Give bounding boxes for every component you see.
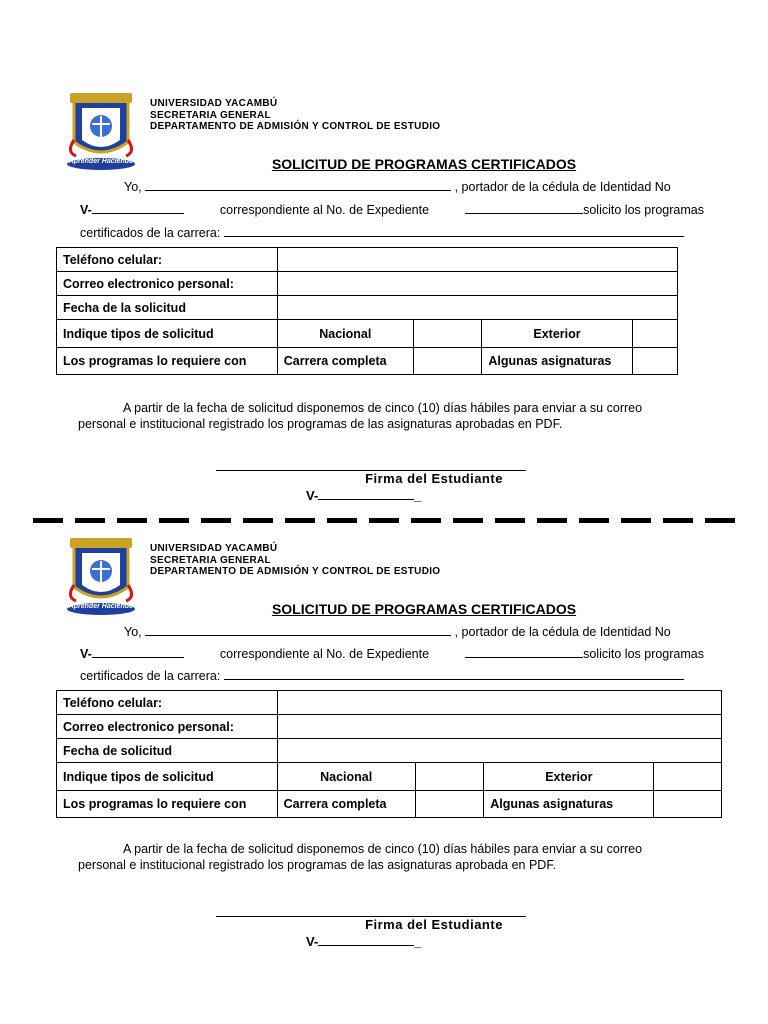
carrera-completa-label: Carrera completa <box>277 791 415 818</box>
expediente-label: correspondiente al No. de Expediente <box>219 203 430 217</box>
notice-paragraph: A partir de la fecha de solicitud disponemos de cinco (10) días hábiles para enviar a su correo personal e institucional registrado los programas de las asignaturas aprobadas en PDF. <box>78 401 643 431</box>
table-row <box>57 296 678 320</box>
table-row <box>57 739 722 763</box>
carrera-completa-checkbox[interactable] <box>415 791 484 818</box>
expediente-label: correspondiente al No. de Expediente <box>219 647 430 661</box>
carrera-field[interactable] <box>224 226 684 237</box>
signature-label: Firma del Estudiante <box>365 917 503 932</box>
algunas-asignaturas-label: Algunas asignaturas <box>482 348 632 375</box>
carrera-field[interactable] <box>224 669 684 680</box>
row-label: Fecha de solicitud <box>57 739 278 763</box>
carrera-label: certificados de la carrera: <box>80 669 221 683</box>
row-label: Correo electronico personal: <box>57 272 278 296</box>
carrera-label: certificados de la carrera: <box>80 226 221 240</box>
yo-label: Yo, <box>124 180 142 194</box>
table-row <box>57 715 722 739</box>
row-label: Los programas lo requiere con <box>57 348 278 375</box>
algunas-asignaturas-checkbox[interactable] <box>654 791 722 818</box>
table-row <box>57 348 678 375</box>
identity-label: , portador de la cédula de Identidad No <box>454 180 671 194</box>
v-prefix: V- <box>306 934 319 949</box>
cut-line-divider <box>33 518 745 523</box>
phone-input-cell[interactable] <box>277 248 677 272</box>
line-carrera <box>80 669 684 683</box>
exterior-checkbox[interactable] <box>654 763 722 791</box>
nacional-checkbox[interactable] <box>413 320 482 348</box>
org-secretaria: SECRETARIA GENERAL <box>150 554 271 566</box>
exterior-label: Exterior <box>484 763 654 791</box>
v-prefix: V- <box>80 647 92 661</box>
org-departamento: DEPARTAMENTO DE ADMISIÓN Y CONTROL DE ESTUDIO <box>150 121 441 132</box>
nacional-checkbox[interactable] <box>415 763 484 791</box>
table-row <box>57 272 678 296</box>
expediente-field[interactable] <box>465 203 583 214</box>
table-row <box>57 248 678 272</box>
logo-motto: "Aprender Haciendo" <box>65 603 137 610</box>
line-yo <box>124 180 671 194</box>
solicito-label: solicito los programas <box>583 647 704 661</box>
exterior-label: Exterior <box>482 320 632 348</box>
logo-motto: "Aprender Haciendo" <box>65 158 137 165</box>
row-label: Teléfono celular: <box>57 691 278 715</box>
org-departamento: DEPARTAMENTO DE ADMISIÓN Y CONTROL DE ESTUDIO <box>150 566 441 577</box>
table-row <box>57 763 722 791</box>
org-university: UNIVERSIDAD YACAMBÚ <box>150 98 278 109</box>
row-label: Fecha de la solicitud <box>57 296 278 320</box>
v-prefix: V- <box>306 488 319 503</box>
date-input-cell[interactable] <box>277 296 677 320</box>
notice-paragraph: A partir de la fecha de solicitud disponemos de cinco (10) días hábiles para enviar a su correo personal e institucional registrado los programas de las asignaturas aprobada en PDF. <box>78 842 643 872</box>
org-secretaria: SECRETARIA GENERAL <box>150 109 271 121</box>
org-university: UNIVERSIDAD YACAMBÚ <box>150 543 278 554</box>
line-expediente <box>80 647 704 661</box>
cedula-field[interactable] <box>92 203 184 214</box>
row-label: Correo electronico personal: <box>57 715 278 739</box>
email-input-cell[interactable] <box>277 272 677 296</box>
identity-label: , portador de la cédula de Identidad No <box>454 625 671 639</box>
request-table <box>56 247 678 375</box>
exterior-checkbox[interactable] <box>632 320 677 348</box>
signature-id-field[interactable] <box>318 935 414 946</box>
table-row <box>57 791 722 818</box>
signature-id-field[interactable] <box>318 489 414 500</box>
signature-id: V- _ <box>306 934 422 949</box>
name-field[interactable] <box>145 625 451 636</box>
row-label: Teléfono celular: <box>57 248 278 272</box>
cedula-field[interactable] <box>92 647 184 658</box>
request-table <box>56 690 722 818</box>
expediente-field[interactable] <box>465 647 583 658</box>
carrera-completa-label: Carrera completa <box>277 348 413 375</box>
line-expediente <box>80 203 704 217</box>
solicito-label: solicito los programas <box>583 203 704 217</box>
algunas-asignaturas-checkbox[interactable] <box>632 348 677 375</box>
organization-header <box>150 98 440 133</box>
line-carrera <box>80 226 684 240</box>
table-row <box>57 691 722 715</box>
algunas-asignaturas-label: Algunas asignaturas <box>484 791 654 818</box>
row-label: Los programas lo requiere con <box>57 791 278 818</box>
email-input-cell[interactable] <box>277 715 721 739</box>
row-label: Indique tipos de solicitud <box>57 763 278 791</box>
date-input-cell[interactable] <box>277 739 721 763</box>
v-prefix: V- <box>80 203 92 217</box>
phone-input-cell[interactable] <box>277 691 721 715</box>
name-field[interactable] <box>145 180 451 191</box>
carrera-completa-checkbox[interactable] <box>413 348 482 375</box>
line-yo <box>124 625 671 639</box>
signature-label: Firma del Estudiante <box>365 471 503 486</box>
table-row <box>57 320 678 348</box>
yo-label: Yo, <box>124 625 142 639</box>
form-title: SOLICITUD DE PROGRAMAS CERTIFICADOS <box>271 156 577 172</box>
signature-id: V- _ <box>306 488 422 503</box>
nacional-label: Nacional <box>277 320 413 348</box>
form-title: SOLICITUD DE PROGRAMAS CERTIFICADOS <box>271 601 577 617</box>
organization-header <box>150 543 440 578</box>
row-label: Indique tipos de solicitud <box>57 320 278 348</box>
nacional-label: Nacional <box>277 763 415 791</box>
